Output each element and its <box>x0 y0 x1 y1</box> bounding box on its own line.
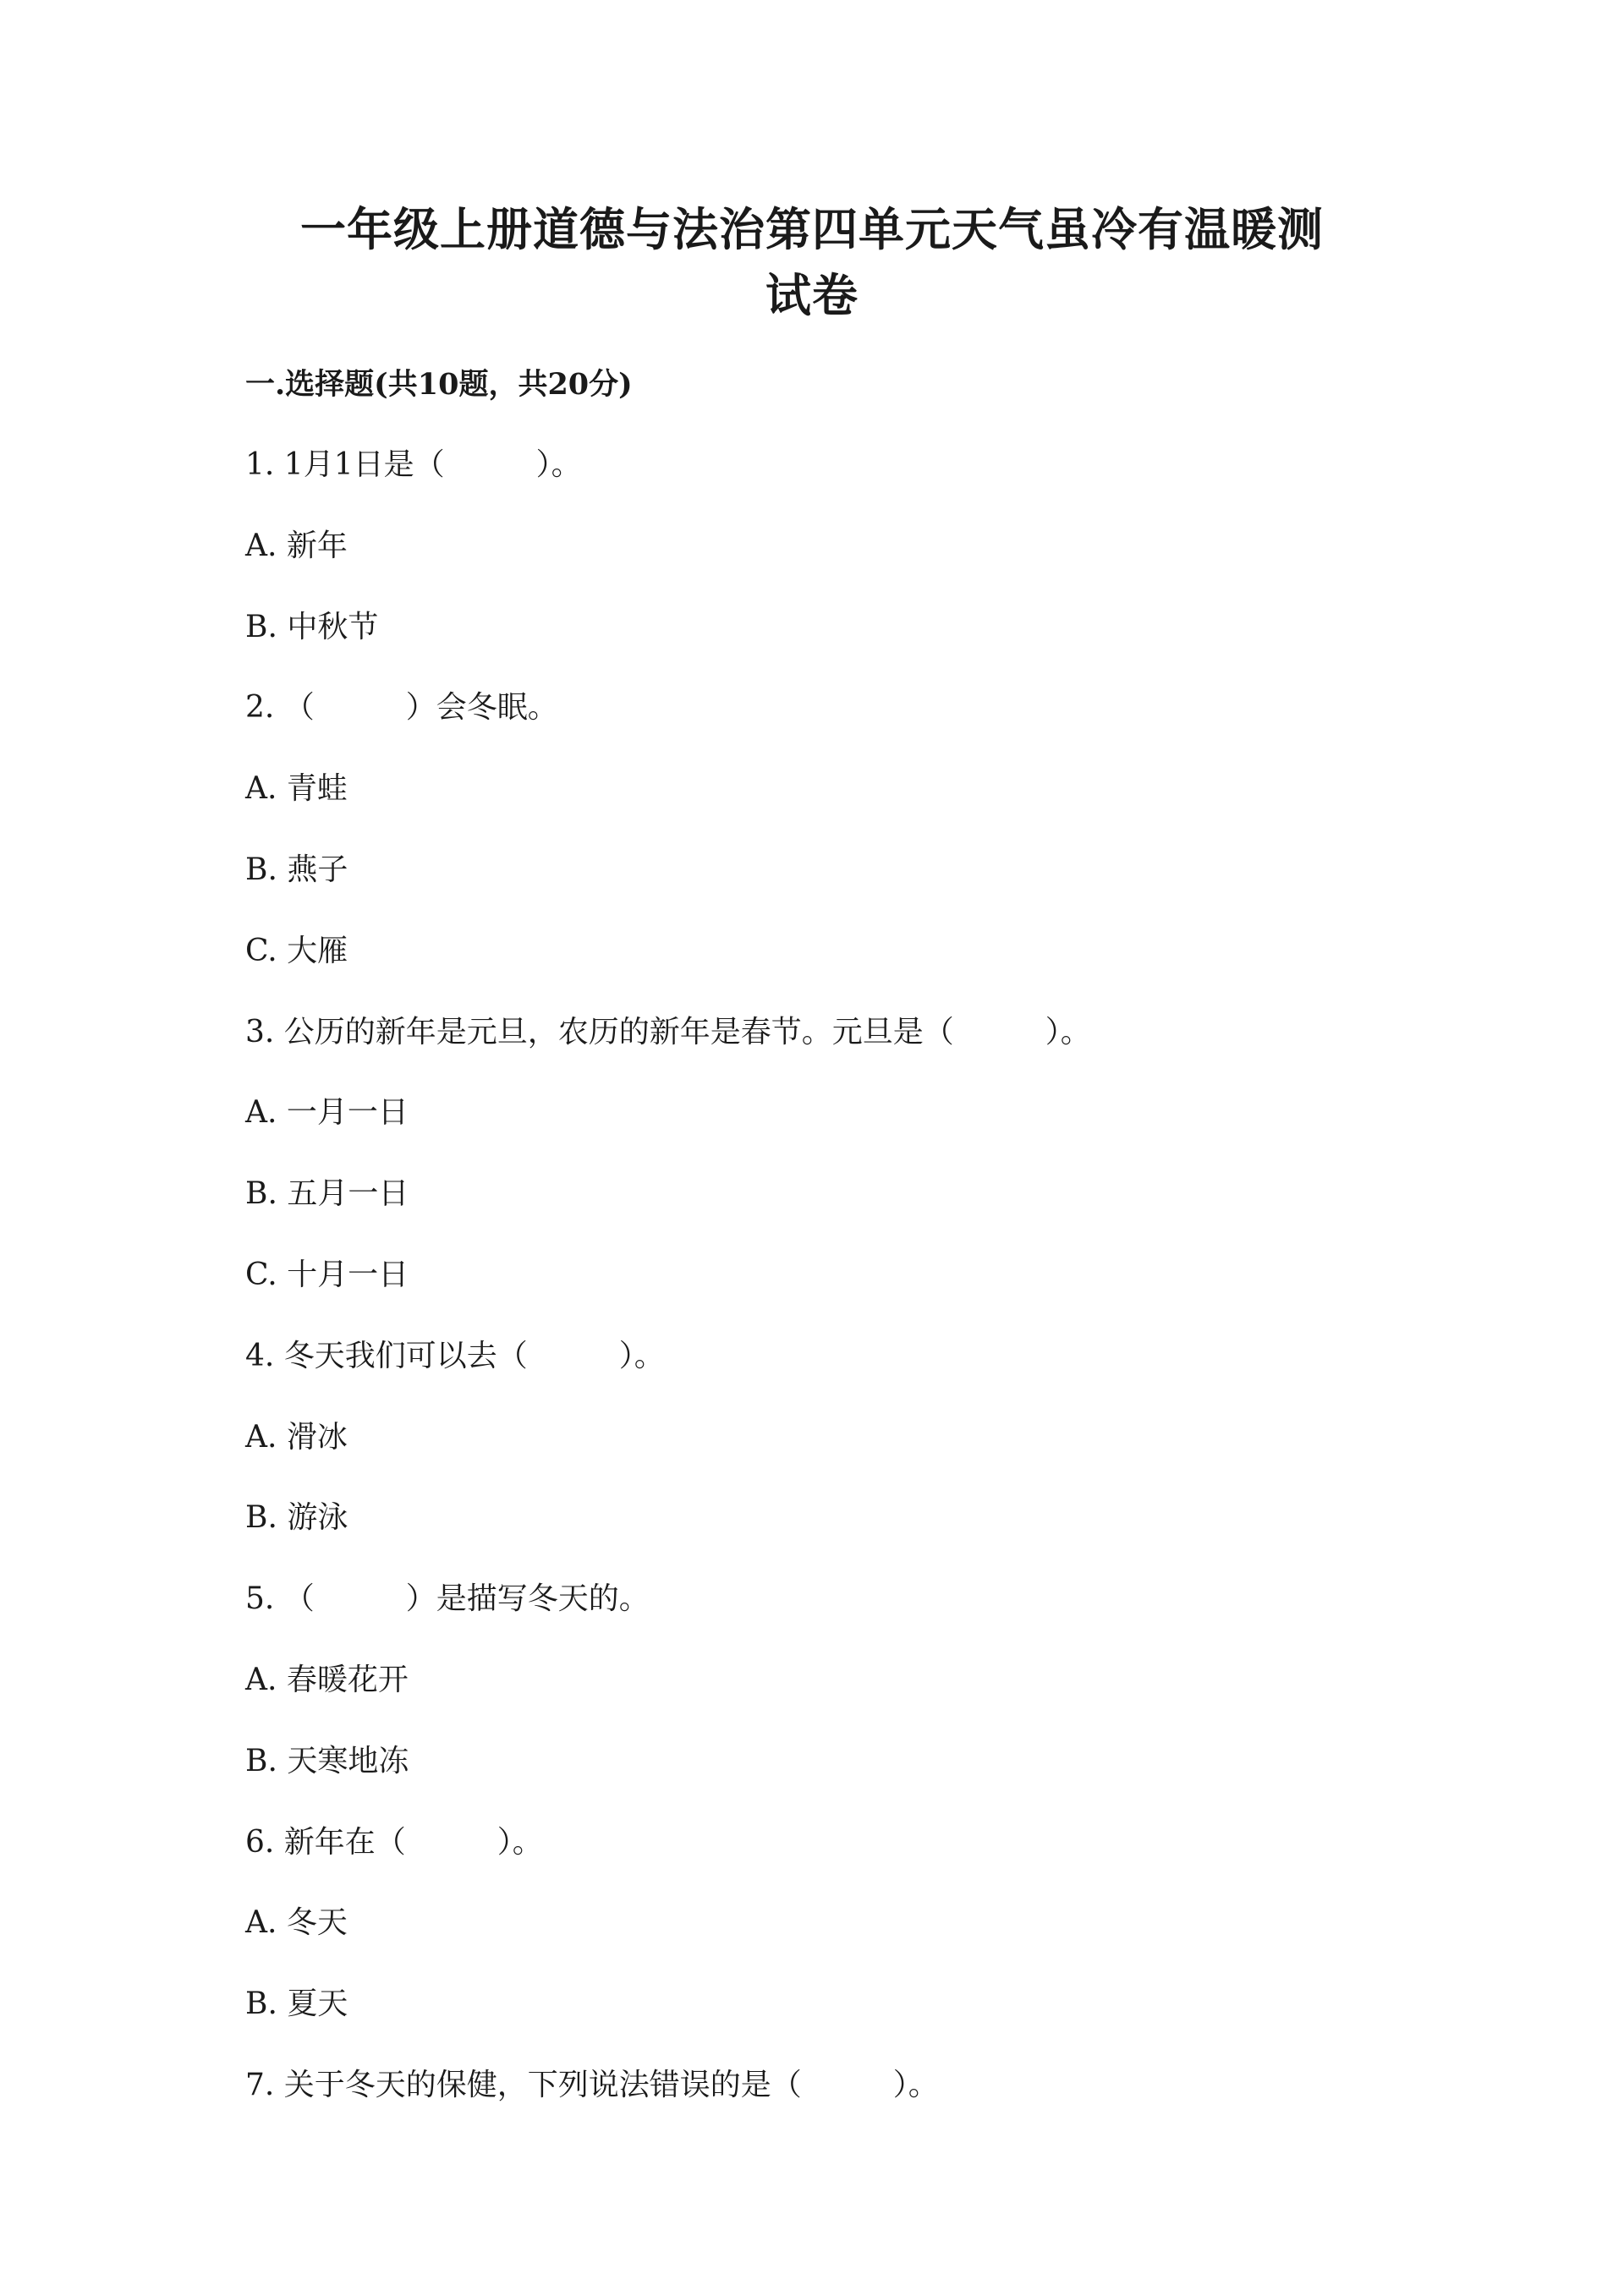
question-3-option-b: B. 五月一日 <box>245 1176 409 1212</box>
page-title-line-1: 一年级上册道德与法治第四单元天气虽冷有温暖测 <box>300 202 1324 256</box>
question-6-option-a: A. 冬天 <box>245 1905 348 1941</box>
question-1-option-b: B. 中秋节 <box>245 609 379 644</box>
question-2-option-c: C. 大雁 <box>245 933 348 968</box>
question-6-stem: 6. 新年在（ ）。 <box>245 1824 543 1860</box>
question-5-option-b: B. 天寒地冻 <box>245 1743 409 1778</box>
question-7-stem: 7. 关于冬天的保健，下列说法错误的是（ ）。 <box>245 2067 939 2102</box>
question-1-stem: 1. 1月1日是（ ）。 <box>245 447 582 482</box>
question-4-stem: 4. 冬天我们可以去（ ）。 <box>245 1338 665 1373</box>
page-title <box>0 196 1624 328</box>
question-5-stem: 5. （ ）是描写冬天的。 <box>245 1581 650 1617</box>
question-2-stem: 2. （ ）会冬眠。 <box>245 690 558 726</box>
page-title-line-2: 试卷 <box>765 268 859 322</box>
question-4-option-b: B. 游泳 <box>245 1500 348 1536</box>
question-1-option-a: A. 新年 <box>245 528 348 563</box>
question-2-option-b: B. 燕子 <box>245 852 348 887</box>
question-3-option-c: C. 十月一日 <box>245 1257 409 1292</box>
section-heading: 一.选择题(共10题，共20分) <box>245 367 633 402</box>
question-2-option-a: A. 青蛙 <box>245 771 348 807</box>
question-6-option-b: B. 夏天 <box>245 1986 348 2022</box>
question-5-option-a: A. 春暖花开 <box>245 1662 409 1697</box>
question-4-option-a: A. 滑冰 <box>245 1419 348 1455</box>
question-list <box>245 444 1429 2145</box>
question-3-stem: 3. 公历的新年是元旦，农历的新年是春节。元旦是（ ）。 <box>245 1014 1091 1049</box>
question-3-option-a: A. 一月一日 <box>245 1095 409 1131</box>
